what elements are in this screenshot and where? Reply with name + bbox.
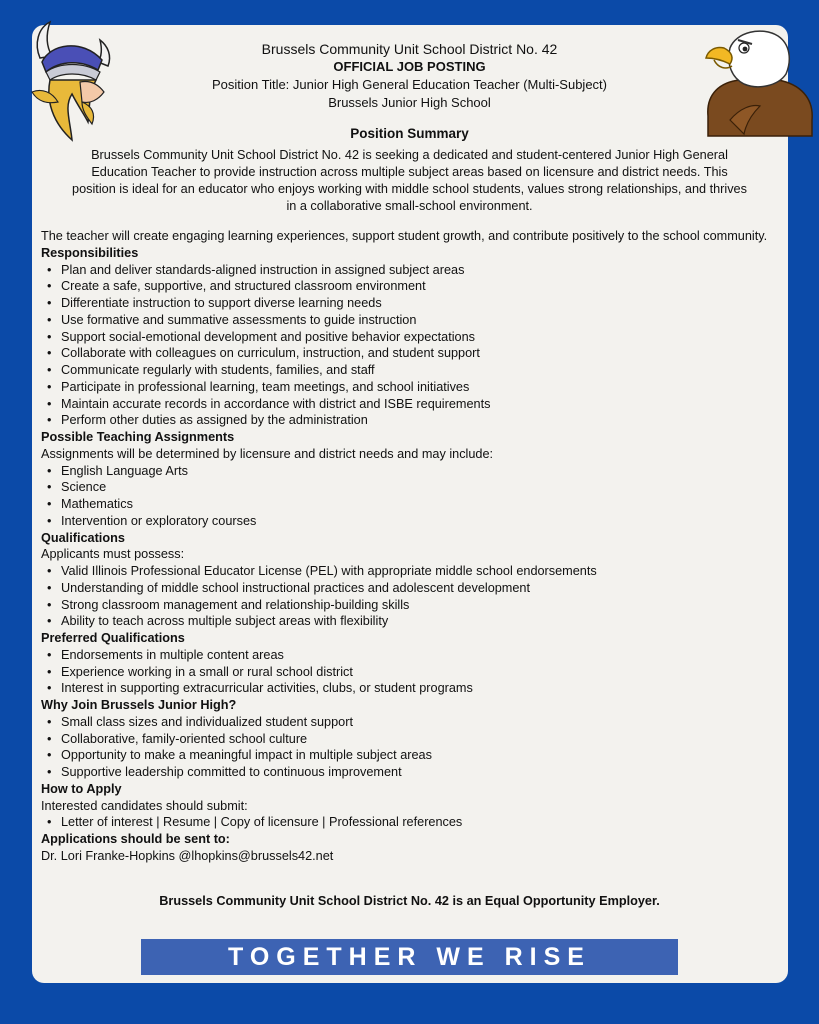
- preferred-heading: Preferred Qualifications: [41, 631, 185, 645]
- list-item: • Participate in professional learning, team meetings, and school initiatives: [61, 379, 776, 396]
- responsibilities-list: [41, 262, 776, 430]
- list-item: • Plan and deliver standards-aligned instruction in assigned subject areas: [61, 262, 776, 279]
- summary-text: Brussels Community Unit School District No. 42 is seeking a dedicated and student-centered Junior High General Education Teacher to provide instruction across multiple subject areas based on licensure and district needs. This position is ideal for an educator who enjoys working with middle school students, values strong relationships, and thrives in a collaborative small-school environment.: [72, 148, 747, 214]
- qualifications-list: [41, 563, 776, 630]
- list-item: • Small class sizes and individualized student support: [61, 714, 776, 731]
- list-item: • Differentiate instruction to support diverse learning needs: [61, 295, 776, 312]
- list-item: • Collaborate with colleagues on curriculum, instruction, and student support: [61, 345, 776, 362]
- list-item: • Endorsements in multiple content areas: [61, 647, 776, 664]
- position-title: Position Title: Junior High General Education Teacher (Multi-Subject): [211, 77, 607, 92]
- apply-heading: How to Apply: [41, 781, 122, 796]
- qualifications-intro: Applicants must possess:: [41, 547, 185, 562]
- list-item: • Interest in supporting extracurricular activities, clubs, or student programs: [61, 680, 776, 697]
- list-item: • Use formative and summative assessments to guide instruction: [61, 312, 776, 329]
- preferred-list: [41, 647, 776, 697]
- slogan-banner: TOGETHER WE RISE: [141, 939, 678, 975]
- list-item: • Support social-emotional development and positive behavior expectations: [61, 329, 776, 346]
- list-item: • Opportunity to make a meaningful impact in multiple subject areas: [61, 747, 776, 764]
- posting-body: [41, 228, 776, 865]
- list-item: • Science: [61, 479, 776, 496]
- list-item: • Maintain accurate records in accordance with district and ISBE requirements: [61, 396, 776, 413]
- assignments-list: [41, 463, 776, 530]
- list-item: • Collaborative, family-oriented school culture: [61, 731, 776, 748]
- posting-header: [0, 40, 819, 112]
- contact-info: Dr. Lori Franke-Hopkins @lhopkins@brussels42.net: [41, 848, 334, 863]
- school-name: Brussels Junior High School: [328, 95, 491, 110]
- list-item: • Experience working in a small or rural school district: [61, 664, 776, 681]
- list-item: • Letter of interest | Resume | Copy of licensure | Professional references: [61, 814, 776, 831]
- apply-list: [41, 814, 776, 831]
- list-item: • Ability to teach across multiple subject areas with flexibility: [61, 613, 776, 630]
- list-item: • Valid Illinois Professional Educator License (PEL) with appropriate middle school endorsements: [61, 563, 776, 580]
- why-join-list: [41, 714, 776, 781]
- assignments-heading: Possible Teaching Assignments: [41, 430, 235, 444]
- list-item: • Perform other duties as assigned by the administration: [61, 412, 776, 429]
- sent-to-heading: Applications should be sent to:: [41, 832, 230, 846]
- summary-heading: Position Summary: [350, 126, 469, 141]
- apply-intro: Interested candidates should submit:: [41, 798, 248, 813]
- assignments-intro: Assignments will be determined by licensure and district needs and may include:: [41, 446, 494, 461]
- list-item: • Supportive leadership committed to continuous improvement: [61, 764, 776, 781]
- list-item: • Intervention or exploratory courses: [61, 513, 776, 530]
- list-item: • Strong classroom management and relationship-building skills: [61, 597, 776, 614]
- why-join-heading: Why Join Brussels Junior High?: [41, 698, 237, 712]
- qualifications-heading: Qualifications: [41, 530, 125, 545]
- intro-text: The teacher will create engaging learning experiences, support student growth, and contribute positively to the school community.: [41, 229, 768, 243]
- list-item: • Understanding of middle school instructional practices and adolescent development: [61, 580, 776, 597]
- list-item: • Create a safe, supportive, and structured classroom environment: [61, 278, 776, 295]
- equal-opportunity-statement: Brussels Community Unit School District No. 42 is an Equal Opportunity Employer.: [159, 894, 660, 908]
- list-item: • English Language Arts: [61, 463, 776, 480]
- posting-label: OFFICIAL JOB POSTING: [333, 59, 486, 74]
- responsibilities-heading: Responsibilities: [41, 245, 139, 260]
- list-item: • Mathematics: [61, 496, 776, 513]
- list-item: • Communicate regularly with students, families, and staff: [61, 362, 776, 379]
- district-name: Brussels Community Unit School District No. 42: [261, 41, 558, 57]
